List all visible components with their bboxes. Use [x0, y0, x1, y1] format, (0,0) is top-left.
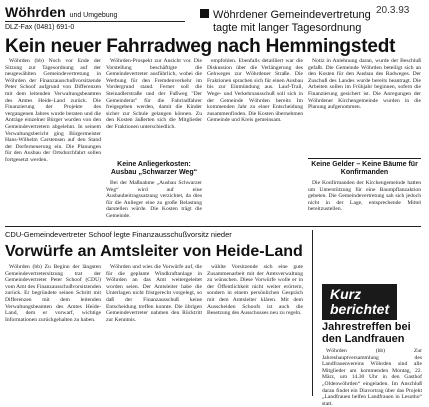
article1-column-2: Wöhrden-Prospekt zur Ansicht vor. Die Vorstellung beschäftigte die Gemeindevertreter ausführlich, wobei die Werbung für den Fremdenverkehr im Vordergrund stand. Ferner soll die Steinadlerstraße und der Fußweg "Der Gemeinderat" für die Fahrradfahrer freigegeben werden, damit die Kinder sicher zur Schule gelangen können. Zu den Kosten äußerten sich die Mitglieder der Fraktionen unterschiedlich.	[106, 58, 202, 130]
subheading-rule	[308, 158, 421, 159]
article2-kicker: CDU-Gemeindevertreter Schoof legte Finanzausschußvorsitz nieder	[5, 230, 232, 239]
subheading-konfirmanden-body: Die Konfirmanden der Kirchengemeinde hatten um Unterstützung für eine Baumpflanzaktion gebeten. Die Gemeindevertretung sah sich jedoch nicht in der Lage, entsprechende Mittel bereitzustellen.	[308, 180, 421, 213]
section-name: Wöhrden	[5, 4, 66, 20]
article1-headline: Kein neuer Fahrradweg nach Hemmingstedt	[5, 36, 396, 57]
article2-column-2: Wöhrden und wies die Vorwürfe auf, die für die geplante Windkraftanlage in Wöhrden an das Amt weitergeleitet worden seien. Der Amtsleiter habe die Unterlagen nicht fristgerecht vorgelegt, so daß der Finanzausschuß keine Entscheidung treffen konnte. Die übrigen Gemeindevertreter nahmen den Rücktritt zur Kenntnis.	[106, 264, 202, 323]
article1-column-1: Wöhrden (bb) Noch vor Ende der Sitzung zur Tagesordnung auf der neugewählten Gemeindevertretung in Wöhrden der Finanzausschußvorsitzende Peter Schoof aufgrund von Differenzen mit dem leitenden Verwaltungsbeamten des Amtes Heide-Land zurück. Die Finanzierung der Projekte des vergangenen Jahres wurde beraten und die Anträge einzelner Bürger wurden von den Gemeindevertretern abgelehnt. In seinem Verwaltungsbericht ging Bürgermeister Hans-Wilhelm Carstensen auf den Stand der Dorferneuerung ein. Die Planungen für den Ausbau der Ortsdurchfahrt sollen fortgesetzt werden.	[5, 58, 101, 163]
kurz-body: Wöhrden (bb) Zur Jahreshauptversammlung des Landfrauenvereins Wöhrden sind alle Mitglieder am kommenden Montag, 22. März, um 14.30 Uhr in den Gasthof „Oldenwöhrden“ eingeladen. Im Anschluß daran findet ein Diavortrag über das Projekt „Landfrauen helfen Landfrauen in Lesotho“ statt.	[322, 348, 422, 407]
article2-column-3: wählte Vorsitzende sich eine gute Zusammenarbeit mit der Amtsverwaltung zu wünschen. Diese Vorwürfe wolle er in der Öffentlichkeit nicht weiter erörtern, sondern in einem persönlichen Gespräch mit dem Amtsleiter klären. Mit dem Ausscheiden Schoofs ist auch die Besetzung des Ausschusses neu zu regeln.	[207, 264, 303, 317]
section-subtitle: und Umgebung	[69, 12, 118, 19]
square-bullet-icon	[200, 9, 209, 18]
article1-column-3: empfohlen. Ebenfalls detailliert war die Diskussion über die Verlängerung des Gehweges zur Wöhrdener Straße. Die Fraktionen sprachen sich für einen Ausbau bis zur Einmündung aus. Lauf-Trail, Wege- und Verkehrsausschuß soll sich in der Gemeinde Wöhrden bereits Im kommenden Jahr zu einer Entscheidung zusammenfinden. Die Kosten übernehmen Gemeinde und Kreis gemeinsam.	[207, 58, 303, 124]
article2-column-1: Wöhrden (bb) Zu Beginn der längsten Gemeindevertretersitzung trat der Gemeindevertreter Peter Schoof (CDU) vom Amt des Finanzausschußvorsitzenden zurück. Er begründete seinen Schritt mit Differenzen mit dem leitenden Verwaltungsbeamten des Amtes Heide-Land, dem er vorwarf, wichtige Informationen zurückgehalten zu haben.	[5, 264, 101, 323]
handwritten-date: 20.3.93	[376, 5, 410, 16]
teaser-line-1: Wöhrdener Gemeindevertretung	[200, 9, 371, 22]
contact-line: DLZ-Fax (0481) 691-0	[5, 24, 75, 31]
kurz-divider	[312, 230, 313, 396]
header-rule	[5, 21, 185, 22]
kurz-berichtet-label: Kurz berichtet	[322, 284, 397, 320]
subheading-schwarzer-weg-body: Bei der Maßnahme „Ausbau Schwarzer Weg“ wird auf eine Ausbaubeitragssatzung verzichtet, da dies für die Anlieger eine zu große Belastung darstellen würde. Die Kosten trägt die Gemeinde.	[106, 180, 202, 219]
article-separator	[5, 226, 421, 227]
article1-column-4: Notiz in Anlehnung daran, wurde der Beschluß gefaßt. Die Gemeinde Wöhrden beteiligt sich an den Kosten für den Ausbau des Radweges. Der Zuschuß des Landes wurde bereits beantragt. Die Arbeiten sollen im Frühjahr beginnen, sofern die Finanzierung gesichert ist. Die Anregungen der Wöhrdener Kirchengemeinde wurden in die Planung aufgenommen.	[308, 58, 421, 111]
kurz-headline: Jahrestreffen bei den Landfrauen	[322, 321, 411, 345]
teaser-line-2: tagte mit langer Tagesordnung	[213, 22, 362, 34]
article2-headline: Vorwürfe an Amtsleiter von Heide-Land	[5, 243, 303, 260]
subheading-schwarzer-weg: Keine Anliegerkosten: Ausbau „Schwarzer Weg“	[110, 161, 198, 176]
subheading-konfirmanden: Keine Gelder – Keine Bäume für Konfirmanden	[311, 161, 418, 176]
section-title	[5, 4, 117, 20]
teaser	[200, 9, 371, 35]
